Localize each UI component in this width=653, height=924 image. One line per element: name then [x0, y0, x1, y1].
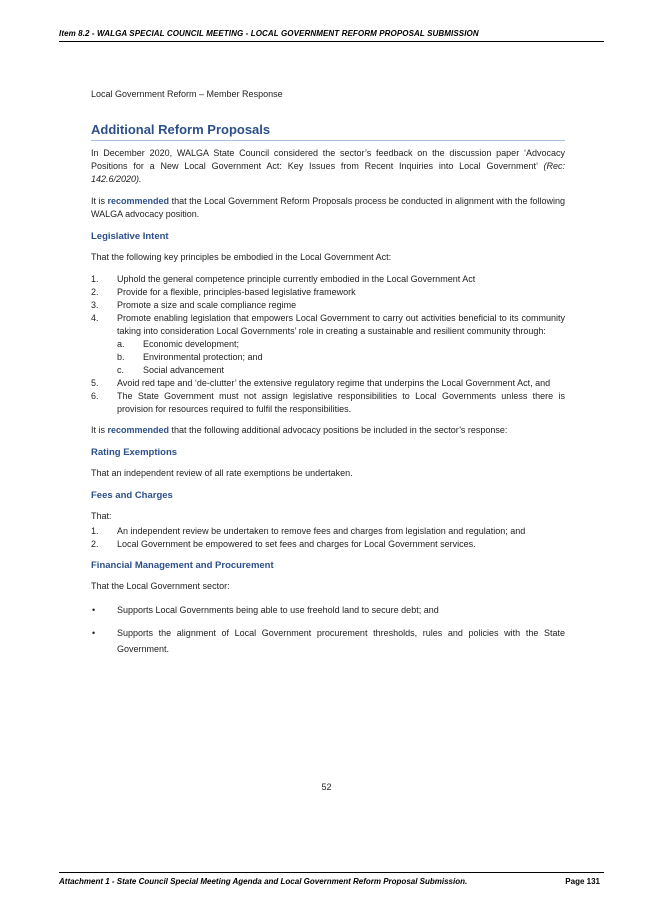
list-item: [91, 299, 565, 312]
document-header: Item 8.2 - WALGA SPECIAL COUNCIL MEETING - LOCAL GOVERNMENT REFORM PROPOSAL SUBMISSION: [59, 29, 604, 42]
rating-exemptions-text: That an independent review of all rate exemptions be undertaken.: [91, 468, 353, 478]
bullet-text: Supports Local Governments being able to use freehold land to secure debt; and: [117, 605, 439, 615]
legislative-lead: That the following key principles be embodied in the Local Government Act:: [91, 252, 392, 262]
financial-bullet-list: [91, 602, 565, 657]
list-number: 3.: [91, 300, 99, 310]
list-text: The State Government must not assign legislative responsibilities to Local Governments unless there is provision for resources required to fulfil the responsibilities.: [117, 391, 565, 414]
intro-reference: (Rec: 142.6/2020).: [91, 161, 565, 184]
sub-list-letter: c.: [117, 365, 125, 375]
list-text: Promote enabling legislation that empowers Local Government to carry out activities beneficial to its community taking into consideration Local Governments’ role in creating a sustainable and resilient community through:: [117, 313, 565, 336]
list-number: 1.: [91, 526, 99, 536]
rec1-keyword: recommended: [107, 196, 170, 206]
list-item: [91, 312, 565, 377]
list-item: [91, 273, 565, 286]
list-number: 2.: [91, 287, 99, 297]
legislative-principles-list: [91, 273, 565, 416]
sub-list-text: Economic development;: [143, 339, 240, 349]
financial-management-heading: Financial Management and Procurement: [91, 560, 274, 571]
list-number: 5.: [91, 378, 99, 388]
list-number: 1.: [91, 274, 99, 284]
rec1-pre: It is: [91, 196, 108, 206]
rec2-post: that the following additional advocacy positions be included in the sector’s response:: [169, 425, 508, 435]
sub-list-item: [117, 338, 565, 351]
list-text: Local Government be empowered to set fees and charges for Local Government services.: [117, 539, 476, 549]
list-item: [91, 286, 565, 299]
sub-list-letter: b.: [117, 352, 125, 362]
list-item: [91, 377, 565, 390]
sub-list-item: [117, 351, 565, 364]
list-text: Promote a size and scale compliance regime: [117, 300, 297, 310]
document-subtitle: Local Government Reform – Member Response: [91, 89, 283, 99]
footer-attachment-text: Attachment 1 - State Council Special Meeting Agenda and Local Government Reform Proposal Submission.: [59, 877, 468, 886]
fees-charges-heading: Fees and Charges: [91, 490, 173, 501]
bullet-icon: •: [92, 605, 96, 615]
rating-exemptions-heading: Rating Exemptions: [91, 447, 178, 458]
financial-lead: That the Local Government sector:: [91, 581, 230, 591]
sub-list-text: Environmental protection; and: [143, 352, 263, 362]
intro-paragraph: [91, 147, 565, 186]
rec1-post: that the Local Government Reform Proposals process be conducted in alignment with the following WALGA advocacy position.: [91, 196, 565, 219]
sub-list: [117, 338, 565, 377]
list-text: Avoid red tape and ‘de-clutter’ the extensive regulatory regime that underpins the Local Government Act, and: [117, 378, 551, 388]
sub-list-text: Social advancement: [143, 365, 225, 375]
sub-list-item: [117, 364, 565, 377]
document-footer: [59, 872, 604, 887]
recommendation-paragraph-2: [91, 424, 565, 437]
list-text: An independent review be undertaken to remove fees and charges from legislation and regulation; and: [117, 526, 526, 536]
page-body: [91, 88, 565, 664]
list-item: [91, 525, 565, 538]
section-heading: Additional Reform Proposals: [91, 123, 565, 141]
intro-text: In December 2020, WALGA State Council considered the sector’s feedback on the discussion paper ‘Advocacy Positions for a New Local Government Act: Key Issues from Recent Inquiries into Local Government’: [91, 148, 565, 171]
list-number: 2.: [91, 539, 99, 549]
fees-list: [91, 525, 565, 551]
legislative-intent-heading: Legislative Intent: [91, 231, 169, 242]
bullet-text: Supports the alignment of Local Government procurement thresholds, rules and policies with the State Government.: [117, 628, 565, 654]
page-number: 52: [321, 782, 332, 792]
bullet-item: [91, 602, 565, 618]
fees-lead: That:: [91, 511, 112, 521]
list-item: [91, 538, 565, 551]
footer-page-label: Page 131: [565, 877, 600, 886]
rec2-pre: It is: [91, 425, 108, 435]
sub-list-letter: a.: [117, 339, 125, 349]
list-number: 6.: [91, 391, 99, 401]
bullet-item: [91, 625, 565, 657]
list-text: Provide for a flexible, principles-based legislative framework: [117, 287, 356, 297]
list-number: 4.: [91, 313, 99, 323]
bullet-icon: •: [92, 628, 96, 638]
recommendation-paragraph-1: [91, 195, 565, 221]
list-text: Uphold the general competence principle currently embodied in the Local Government Act: [117, 274, 476, 284]
list-item: [91, 390, 565, 416]
rec2-keyword: recommended: [107, 425, 170, 435]
